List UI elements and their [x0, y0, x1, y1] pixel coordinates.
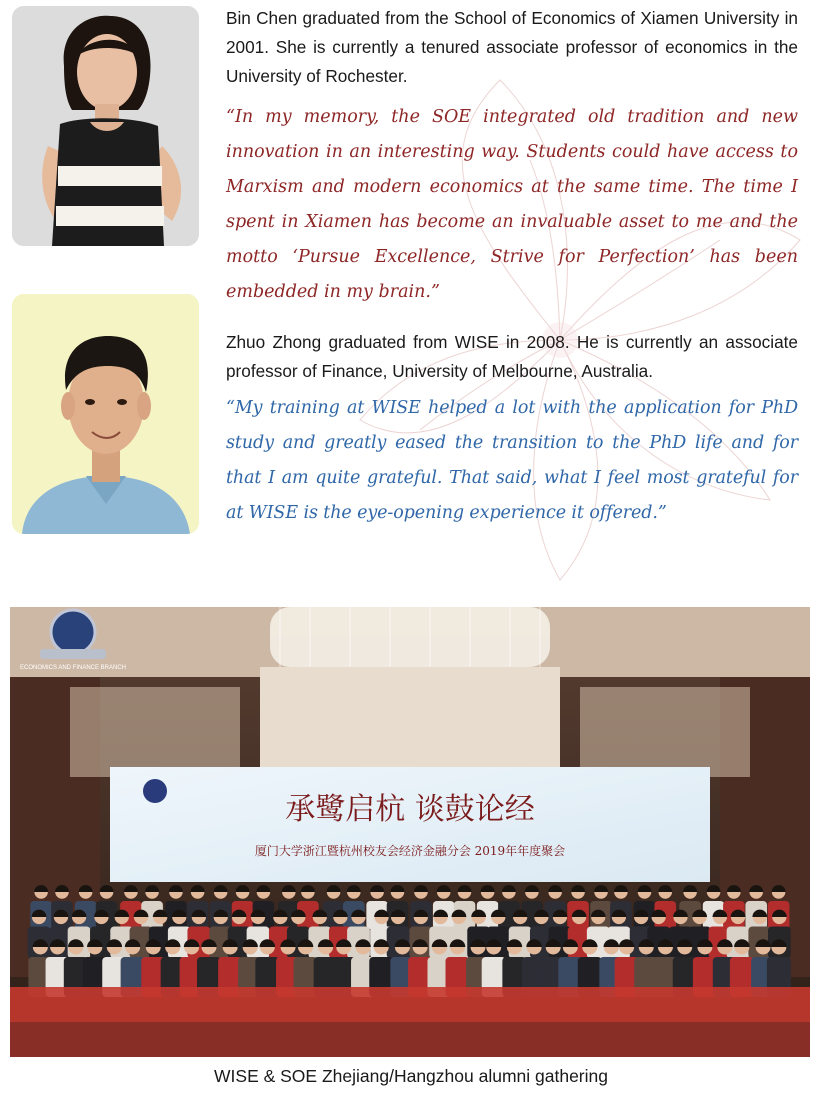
- portrait-bin-chen: [12, 6, 199, 246]
- banner-subtitle: 厦门大学浙江暨杭州校友会经济金融分会 2019年年度聚会: [254, 844, 566, 858]
- bio-text: Bin Chen graduated from the School of Economics of Xiamen University in 2001. She is currently a tenured associate professor of economics in the University of Rochester.: [226, 8, 798, 86]
- bio-text: Zhuo Zhong graduated from WISE in 2008. He is currently an associate professor of Finance, University of Melbourne, Australia.: [226, 332, 798, 381]
- alumni-quote: “In my memory, the SOE integrated old tradition and new innovation in an interesting way. Students could have access to Marxism and modern economics at the same time. The time I spent in Xiamen has become an invaluable asset to me and the motto ‘Pursue Excellence, Strive for Perfection’ has been embedded in my brain.”: [226, 107, 798, 302]
- photo-caption: WISE & SOE Zhejiang/Hangzhou alumni gathering: [214, 1066, 608, 1086]
- portrait-zhuo-zhong: [12, 294, 199, 534]
- svg-text:ECONOMICS AND FINANCE BRANCH: ECONOMICS AND FINANCE BRANCH: [19, 665, 127, 671]
- banner-title: 承鹭启杭 谈鼓论经: [285, 792, 535, 827]
- alumni-group-photo: [10, 607, 810, 1057]
- alumni-quote: “My training at WISE helped a lot with the application for PhD study and greatly eased the transition to the PhD life and for that I am quite grateful. That said, what I feel most grateful for at WISE is the eye-opening experience it offered.”: [226, 398, 798, 523]
